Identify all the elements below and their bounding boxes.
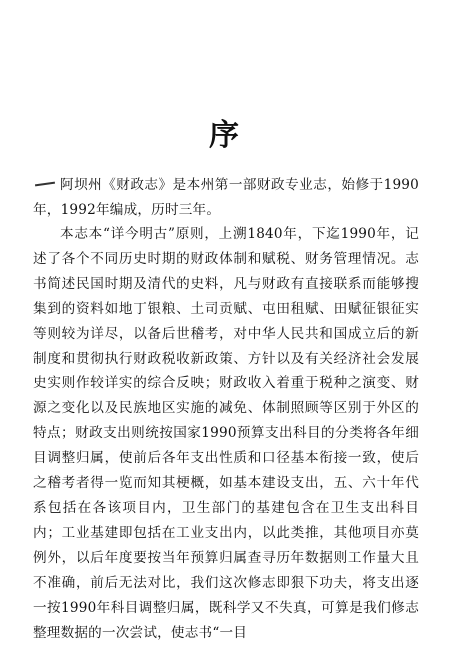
paragraph-body: 本志本“详今明古”原则，上溯1840年，下迄1990年，记述了各个不同历史时期的财政体制和赋税、财务管理情况。志书简述民国时期及清代的史料，凡与财政有直接联系而能够搜集到的资料如地丁银粮、土司贡赋、屯田租赋、田赋征银征实等则较为详尽，以备后世稽考，对中华人民共和国成立后的新制度和贯彻执行财政税收新政策、方针以及有关经济社会发展史实则作较详实的综合反映；财政收入着重于税种之演变、财源之变化以及民族地区实施的减免、体制照顾等区别于外区的特点；财政支出则统按国家1990预算支出科目的分类将各年细目调整归属，使前后各年支出性质和口径基本衔接一致，使后之稽考者得一览而知其梗概，如基本建设支出，五、六十年代系包括在各该项目内，卫生部门的基建包含在卫生支出科目内；工业基建即包括在工业支出内，以此类推，其他项目亦莫例外，以后年度要按当年预算归属查寻历年数据则工作量大且不准确，前后无法对比，我们这次修志即狠下功夫，将支出逐一按1990年科目调整归属，既科学又不失真，可算是我们修志整理数据的一次尝试，使志书“一目 <box>33 226 419 641</box>
page-title: 序 <box>209 118 241 153</box>
paragraph-intro: 阿坝州《财政志》是本州第一部财政专业志，始修于1990年，1992年编成，历时三年。 <box>33 177 419 218</box>
